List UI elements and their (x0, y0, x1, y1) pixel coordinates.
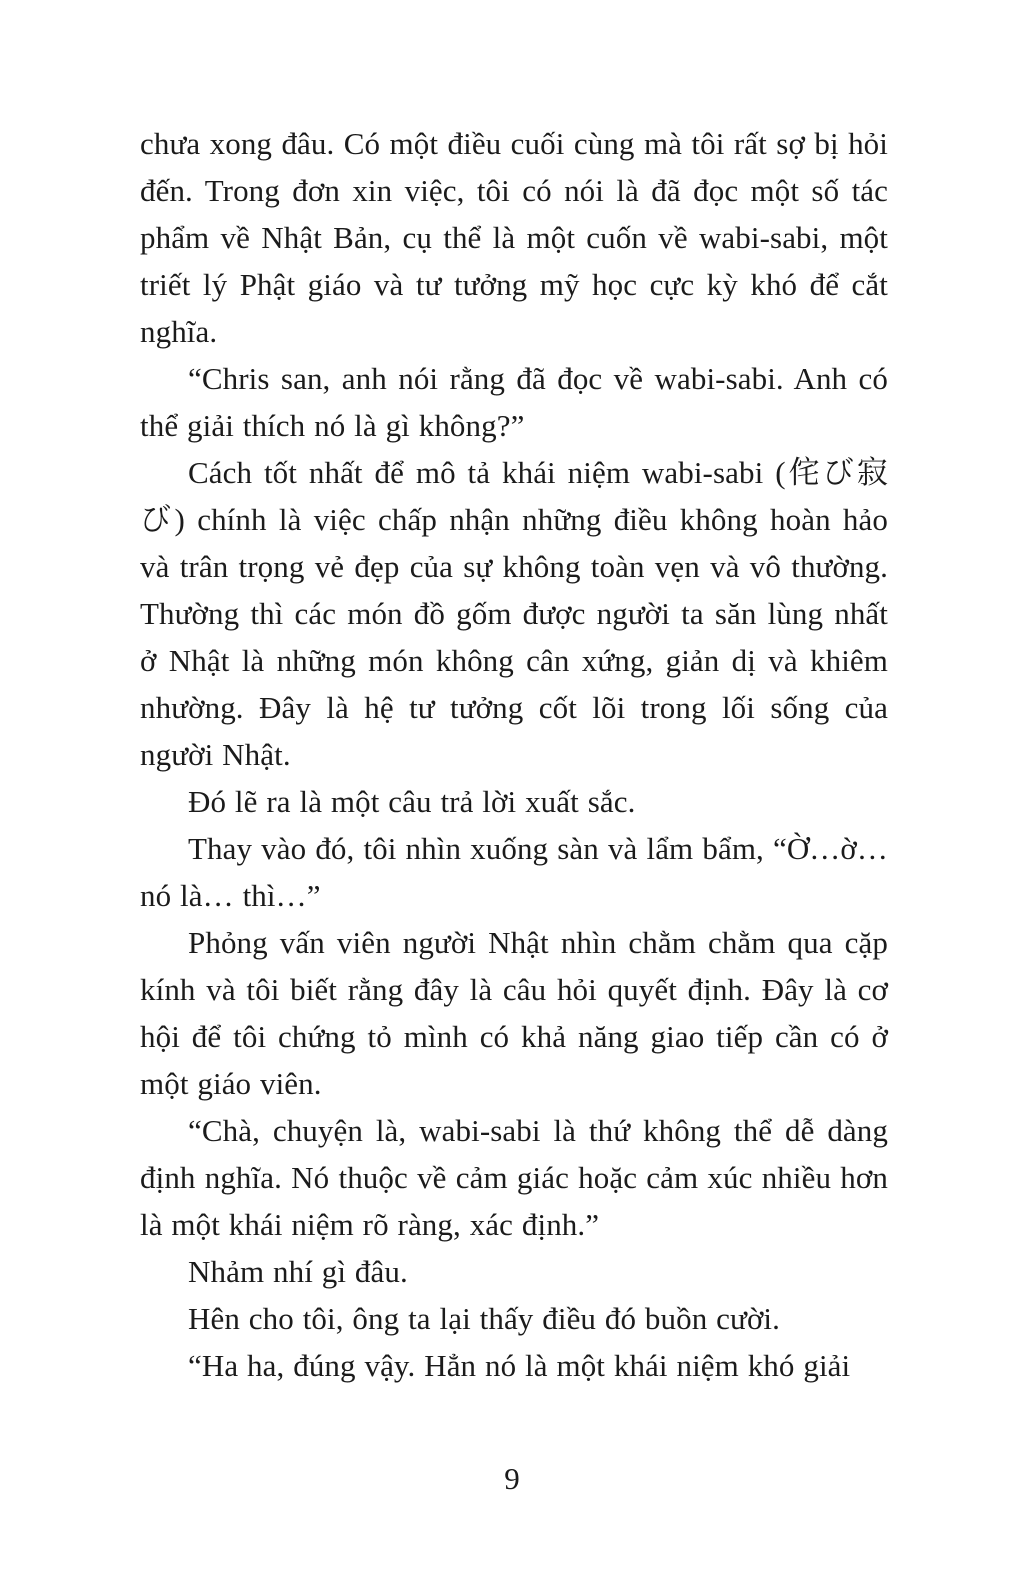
paragraph: Cách tốt nhất để mô tả khái niệm wabi-sabi (侘び寂び) chính là việc chấp nhận những điều không hoàn hảo và trân trọng vẻ đẹp của sự không toàn vẹn và vô thường. Thường thì các món đồ gốm được người ta săn lùng nhất ở Nhật là những món không cân xứng, giản dị và khiêm nhường. Đây là hệ tư tưởng cốt lõi trong lối sống của người Nhật. (140, 455, 888, 772)
paragraph: Đó lẽ ra là một câu trả lời xuất sắc. (188, 784, 636, 819)
page-number: 9 (504, 1461, 520, 1496)
book-page-text-block (140, 120, 888, 1389)
paragraph: “Chris san, anh nói rằng đã đọc về wabi-sabi. Anh có thể giải thích nó là gì không?” (140, 361, 888, 443)
paragraph: “Chà, chuyện là, wabi-sabi là thứ không thể dễ dàng định nghĩa. Nó thuộc về cảm giác hoặc cảm xúc nhiều hơn là một khái niệm rõ ràng, xác định.” (140, 1113, 888, 1242)
paragraph: “Ha ha, đúng vậy. Hẳn nó là một khái niệm khó giải (188, 1348, 851, 1383)
paragraph: Hên cho tôi, ông ta lại thấy điều đó buồn cười. (188, 1301, 780, 1336)
paragraph: chưa xong đâu. Có một điều cuối cùng mà tôi rất sợ bị hỏi đến. Trong đơn xin việc, tôi có nói là đã đọc một số tác phẩm về Nhật Bản, cụ thể là một cuốn về wabi-sabi, một triết lý Phật giáo và tư tưởng mỹ học cực kỳ khó để cắt nghĩa. (140, 126, 888, 349)
paragraph: Thay vào đó, tôi nhìn xuống sàn và lẩm bẩm, “Ờ…ờ… nó là… thì…” (140, 831, 888, 913)
paragraph: Nhảm nhí gì đâu. (188, 1254, 408, 1289)
paragraph: Phỏng vấn viên người Nhật nhìn chằm chằm qua cặp kính và tôi biết rằng đây là câu hỏi quyết định. Đây là cơ hội để tôi chứng tỏ mình có khả năng giao tiếp cần có ở một giáo viên. (140, 925, 888, 1101)
